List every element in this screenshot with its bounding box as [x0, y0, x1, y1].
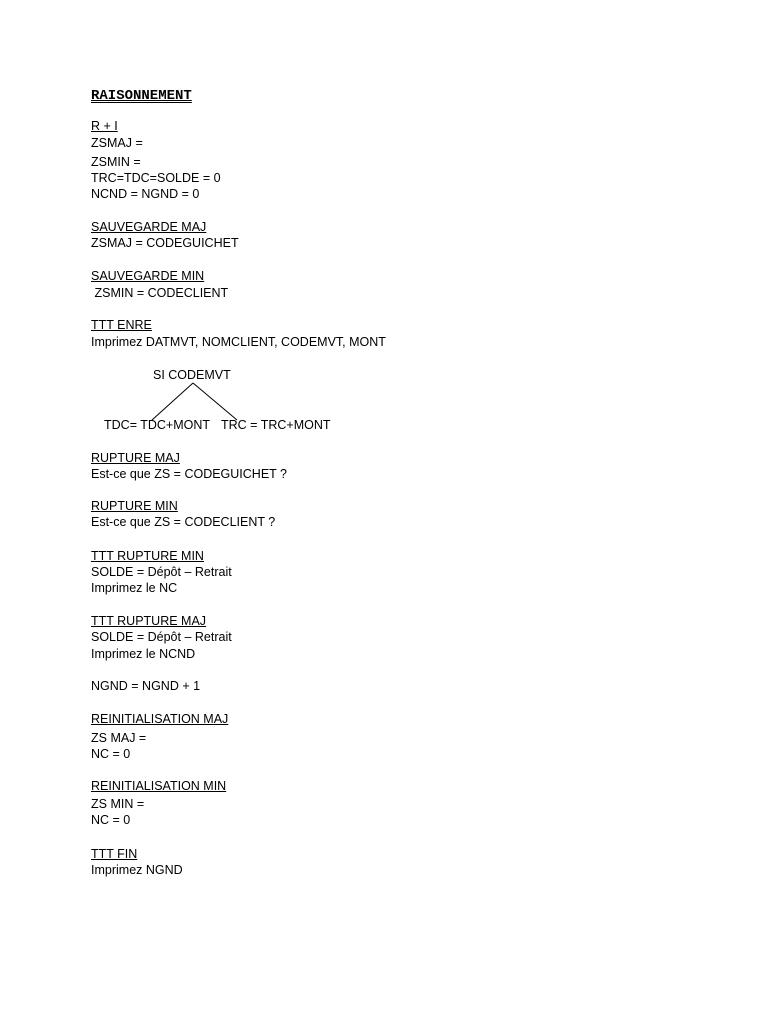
text-line: Imprimez DATMVT, NOMCLIENT, CODEMVT, MONT: [91, 335, 386, 349]
section-heading-ttt-rupture-min: TTT RUPTURE MIN: [91, 549, 204, 563]
tree-root-label: SI CODEMVT: [153, 368, 231, 382]
section-heading-reinit-min: REINITIALISATION MIN: [91, 779, 227, 793]
section-heading-ttt-enre: TTT ENRE: [91, 318, 152, 332]
tree-branch-right: [193, 383, 237, 420]
section-heading-ttt-fin: TTT FIN: [91, 847, 138, 861]
text-line: Imprimez NGND: [91, 863, 183, 877]
text-line: NC = 0: [91, 747, 131, 761]
text-line: ZS MAJ =: [91, 731, 147, 745]
text-line: ZSMAJ = CODEGUICHET: [91, 236, 239, 250]
text-line: SOLDE = Dépôt – Retrait: [91, 630, 232, 644]
text-line: NGND = NGND + 1: [91, 679, 201, 693]
tree-branch-left: [152, 383, 193, 420]
text-line: ZSMAJ =: [91, 136, 143, 150]
text-line: SOLDE = Dépôt – Retrait: [91, 565, 232, 579]
section-heading-sauvegarde-maj: SAUVEGARDE MAJ: [91, 220, 207, 234]
page-title: RAISONNEMENT: [91, 88, 192, 104]
section-heading-sauvegarde-min: SAUVEGARDE MIN: [91, 269, 205, 283]
tree-leaf-left: TDC= TDC+MONT: [104, 418, 211, 432]
text-line: TRC=TDC=SOLDE = 0: [91, 171, 221, 185]
tree-leaf-right: TRC = TRC+MONT: [221, 418, 331, 432]
section-heading-rupture-maj: RUPTURE MAJ: [91, 451, 180, 465]
text-line: Imprimez le NCND: [91, 647, 196, 661]
text-line: ZSMIN =: [91, 155, 141, 169]
text-line: NCND = NGND = 0: [91, 187, 200, 201]
text-line: Est-ce que ZS = CODEGUICHET ?: [91, 467, 288, 481]
section-heading-reinit-maj: REINITIALISATION MAJ: [91, 712, 229, 726]
section-heading-ri: R + I: [91, 119, 118, 133]
text-line: Imprimez le NC: [91, 581, 178, 595]
text-line: ZS MIN =: [91, 797, 145, 811]
section-heading-rupture-min: RUPTURE MIN: [91, 499, 178, 513]
text-line: NC = 0: [91, 813, 131, 827]
text-line: Est-ce que ZS = CODECLIENT ?: [91, 515, 276, 529]
text-line: ZSMIN = CODECLIENT: [91, 286, 229, 300]
section-heading-ttt-rupture-maj: TTT RUPTURE MAJ: [91, 614, 207, 628]
